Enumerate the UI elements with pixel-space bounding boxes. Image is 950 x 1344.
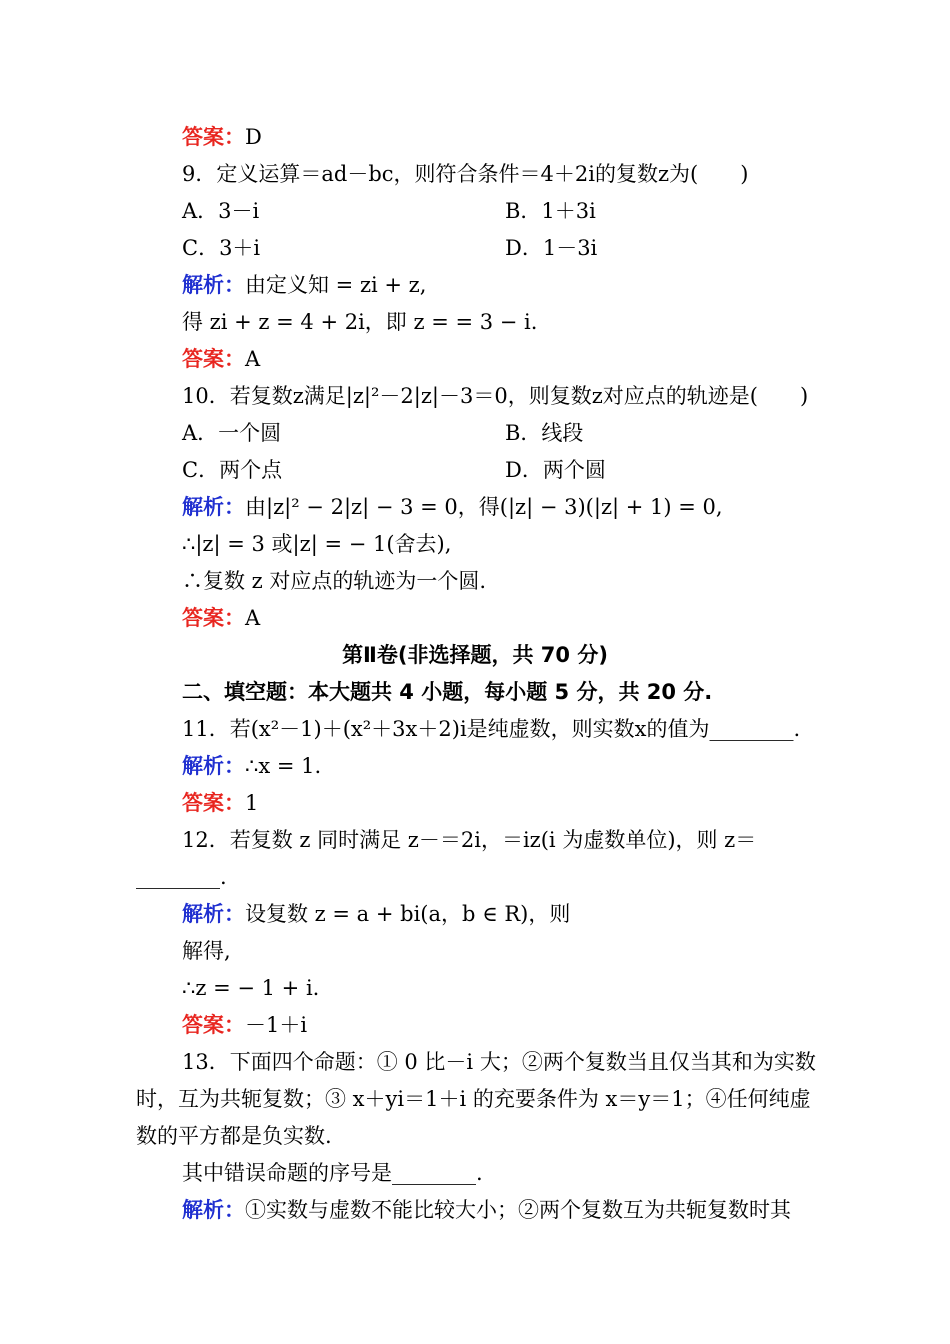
- q9-option-c: C．3＋i: [182, 236, 261, 260]
- answer-value: D: [245, 125, 262, 149]
- q13-stem-line-1: 13．下面四个命题：① 0 比－i 大；②两个复数当且仅当其和为实数: [182, 1050, 816, 1074]
- analysis-text: ∴x = 1.: [245, 754, 322, 778]
- q12-analysis-line-1: [182, 900, 570, 928]
- q13-stem-line-2: 时，互为共轭复数；③ x＋yi＝1＋i 的充要条件为 x＝y＝1；④任何纯虚: [136, 1087, 811, 1111]
- q11-stem: 11．若(x²－1)＋(x²＋3x＋2)i是纯虚数，则实数x的值为________.: [182, 717, 801, 741]
- section-heading: 二、填空题：本大题共 4 小题，每小题 5 分，共 20 分.: [182, 680, 713, 704]
- answer-value: A: [245, 606, 261, 630]
- q10-option-b: B．线段: [505, 421, 584, 445]
- q10-stem: 10．若复数z满足|z|²－2|z|－3＝0，则复数z对应点的轨迹是( ): [182, 384, 809, 408]
- q10-analysis-line-2: ∴|z| = 3 或|z| = − 1(舍去),: [182, 532, 452, 556]
- q11-answer-line: [182, 789, 258, 817]
- q12-answer-line: [182, 1011, 307, 1039]
- q8-answer-line: [182, 123, 262, 151]
- q12-analysis-line-2: 解得,: [182, 939, 231, 963]
- q9-stem: 9．定义运算＝ad－bc，则符合条件＝4＋2i的复数z为( ): [182, 162, 749, 186]
- answer-value: －1＋i: [245, 1013, 308, 1037]
- q11-analysis-line-1: [182, 752, 321, 780]
- analysis-text: 设复数 z = a + bi(a，b ∈ R)，则: [245, 902, 571, 926]
- analysis-text: 由|z|² − 2|z| − 3 = 0，得(|z| − 3)(|z| + 1) = 0,: [245, 495, 723, 519]
- q10-answer-line: [182, 604, 260, 632]
- q10-analysis-line-3: ∴复数 z 对应点的轨迹为一个圆.: [182, 569, 487, 593]
- analysis-label: 解析：: [182, 1198, 245, 1222]
- q10-option-d: D．两个圆: [505, 458, 606, 482]
- q10-analysis-line-1: [182, 493, 723, 521]
- q13-stem-line-4: 其中错误命题的序号是________.: [182, 1161, 483, 1185]
- answer-value: 1: [245, 791, 259, 815]
- analysis-label: 解析：: [182, 754, 245, 778]
- q9-analysis-line-1: [182, 271, 426, 299]
- answer-label: 答案：: [182, 125, 245, 149]
- answer-value: A: [245, 347, 261, 371]
- answer-label: 答案：: [182, 1013, 245, 1037]
- q9-option-d: D．1－3i: [505, 236, 598, 260]
- q9-option-b: B．1＋3i: [505, 199, 596, 223]
- q9-analysis-line-2: 得 zi + z = 4 + 2i，即 z = = 3 − i.: [182, 310, 538, 334]
- analysis-label: 解析：: [182, 273, 245, 297]
- q9-option-a: A．3－i: [182, 199, 260, 223]
- q12-analysis-line-3: ∴z = − 1 + i.: [182, 976, 320, 1000]
- analysis-label: 解析：: [182, 495, 245, 519]
- answer-label: 答案：: [182, 791, 245, 815]
- answer-label: 答案：: [182, 606, 245, 630]
- q13-analysis-line-1: [182, 1196, 791, 1224]
- analysis-text: ①实数与虚数不能比较大小；②两个复数互为共轭复数时其: [245, 1198, 791, 1222]
- q10-option-a: A．一个圆: [182, 421, 282, 445]
- section-title: 第Ⅱ卷(非选择题，共 70 分): [342, 643, 608, 667]
- analysis-label: 解析：: [182, 902, 245, 926]
- answer-label: 答案：: [182, 347, 245, 371]
- q10-option-c: C．两个点: [182, 458, 283, 482]
- q12-stem-blank: ________.: [136, 865, 227, 889]
- analysis-text: 由定义知 = zi + z,: [245, 273, 427, 297]
- q12-stem: 12．若复数 z 同时满足 z－＝2i，＝iz(i 为虚数单位)，则 z＝: [182, 828, 757, 852]
- q13-stem-line-3: 数的平方都是负实数.: [136, 1124, 332, 1148]
- q9-answer-line: [182, 345, 260, 373]
